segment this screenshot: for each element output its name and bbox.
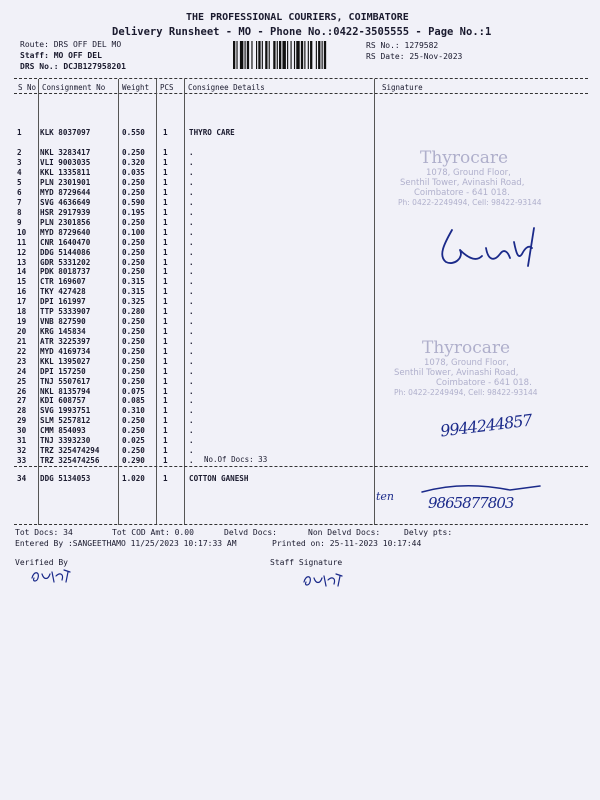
row-consignment: CMM 854093 — [40, 426, 86, 436]
row-consignee: THYRO CARE — [189, 128, 235, 137]
row-consignee: . — [189, 198, 194, 208]
row-pcs: 1 — [163, 198, 168, 208]
row-sno: 26 — [17, 386, 27, 396]
row-consignment: SVG 4636649 — [40, 198, 91, 208]
row-consignee: . — [189, 217, 194, 227]
row-consignee: . — [189, 247, 194, 257]
row-weight: 0.250 — [122, 366, 145, 376]
row-weight: 0.250 — [122, 446, 145, 456]
col-divider — [38, 79, 39, 525]
row-sno: 4 — [17, 168, 22, 178]
row-consignment: KRG 145834 — [40, 326, 86, 336]
row-sno: 13 — [17, 257, 27, 267]
row-pcs: 1 — [163, 336, 168, 346]
col-pcs: PCS — [160, 83, 174, 92]
row-consignee: . — [189, 366, 194, 376]
row-consignee: . — [189, 307, 194, 317]
row-sno: 34 — [17, 474, 27, 483]
row-pcs: 1 — [163, 406, 168, 416]
row-sno: 23 — [17, 356, 27, 366]
row-pcs: 1 — [163, 178, 168, 188]
row-pcs: 1 — [163, 188, 168, 198]
row-pcs: 1 — [163, 158, 168, 168]
row-sno: 31 — [17, 436, 27, 446]
row-weight: 0.590 — [122, 198, 145, 208]
stamp-line: Senthil Tower, Avinashi Road, — [400, 178, 525, 188]
row-consignee: . — [189, 227, 194, 237]
row-consignment: TRZ 325474256 — [40, 455, 100, 465]
barcode-bar — [236, 41, 237, 69]
row-consignment: SVG 1993751 — [40, 406, 91, 416]
row-pcs: 1 — [163, 346, 168, 356]
handwritten-prefix: ten — [376, 490, 395, 503]
row-pcs: 1 — [163, 267, 168, 277]
row-consignee: . — [189, 446, 194, 456]
row-consignment: DPI 157250 — [40, 366, 86, 376]
row-consignee: COTTON GANESH — [189, 474, 249, 483]
barcode-bar — [251, 41, 252, 69]
row-pcs: 1 — [163, 446, 168, 456]
row-consignment: TRZ 325474294 — [40, 446, 100, 456]
row-pcs: 1 — [163, 317, 168, 327]
entered-by: Entered By :SANGEETHAMO 11/25/2023 10:17:33 AM — [15, 539, 237, 548]
row-sno: 27 — [17, 396, 27, 406]
row-pcs: 1 — [163, 326, 168, 336]
row-consignment: PDK 8018737 — [40, 267, 91, 277]
barcode-bar — [256, 41, 257, 69]
row-consignment: KKL 1335811 — [40, 168, 91, 178]
staff-signature-label: Staff Signature — [270, 558, 343, 567]
row-sno: 14 — [17, 267, 27, 277]
runsheet-title: Delivery Runsheet - MO - Phone No.:0422-3505555 - Page No.:1 — [112, 26, 492, 38]
total-docs: Tot Docs: 34 — [15, 528, 73, 537]
barcode-bar — [301, 41, 303, 69]
row-consignment: VLI 9003035 — [40, 158, 91, 168]
barcode-bar — [296, 41, 299, 69]
barcode-bar — [233, 41, 235, 69]
barcode-bar — [262, 41, 263, 69]
stamp-line: Ph: 0422-2249494, Cell: 98422-93144 — [394, 388, 538, 397]
row-weight: 0.025 — [122, 436, 145, 446]
col-signature: Signature — [382, 83, 423, 92]
row-pcs: 1 — [163, 297, 168, 307]
row-sno: 32 — [17, 446, 27, 456]
row-consignee: . — [189, 386, 194, 396]
thyrocare-stamp — [382, 338, 538, 398]
stamp-line: Senthil Tower, Avinashi Road, — [394, 368, 519, 378]
row-sno: 16 — [17, 287, 27, 297]
barcode-bar — [269, 41, 270, 69]
row-consignment: MYD 8729644 — [40, 188, 91, 198]
row-consignment: TTP 5333907 — [40, 307, 91, 317]
row-consignment: NKL 3283417 — [40, 148, 91, 158]
barcode-bar — [308, 41, 309, 69]
stamp-line: Coimbatore - 641 018. — [436, 378, 532, 388]
row-pcs: 1 — [163, 277, 168, 287]
row-weight: 0.280 — [122, 307, 145, 317]
row-consignee: . — [189, 297, 194, 307]
row-sno: 8 — [17, 207, 22, 217]
handwritten-phone: 9865877803 — [428, 494, 514, 512]
barcode-bar — [324, 41, 326, 69]
row-weight: 0.250 — [122, 326, 145, 336]
route-label: Route: DRS OFF DEL MO — [20, 40, 122, 49]
row-consignee: . — [189, 277, 194, 287]
col-sno: S No — [18, 83, 37, 92]
row-sno: 6 — [17, 188, 22, 198]
col-weight: Weight — [122, 83, 150, 92]
row-weight: 0.250 — [122, 188, 145, 198]
barcode-bar — [316, 41, 317, 69]
row-weight: 0.250 — [122, 148, 145, 158]
row-pcs: 1 — [163, 396, 168, 406]
row-pcs: 1 — [163, 237, 168, 247]
row-consignee: . — [189, 455, 194, 465]
row-sno: 10 — [17, 227, 27, 237]
row-weight: 0.315 — [122, 287, 145, 297]
row-weight: 0.075 — [122, 386, 145, 396]
row-weight: 0.250 — [122, 317, 145, 327]
barcode-bar — [287, 41, 288, 69]
row-sno: 28 — [17, 406, 27, 416]
group-rule — [14, 466, 588, 467]
row-consignee: . — [189, 158, 194, 168]
row-consignee: . — [189, 396, 194, 406]
row-consignment: TNJ 5507617 — [40, 376, 91, 386]
row-consignee: . — [189, 257, 194, 267]
row-consignee: . — [189, 416, 194, 426]
row-consignment: KDI 608757 — [40, 396, 86, 406]
rs-number: RS No.: 1279582 — [366, 41, 439, 50]
non-delivered-docs: Non Delvd Docs: — [308, 528, 381, 537]
row-weight: 0.550 — [122, 128, 145, 137]
row-consignment: TNJ 3393230 — [40, 436, 91, 446]
barcode — [232, 41, 360, 69]
row-pcs: 1 — [163, 207, 168, 217]
row-consignee: . — [189, 168, 194, 178]
row-consignee: . — [189, 207, 194, 217]
receiver-signature — [424, 222, 544, 272]
row-consignee: . — [189, 436, 194, 446]
col-divider — [184, 79, 185, 525]
row-pcs: 1 — [163, 227, 168, 237]
row-weight: 0.250 — [122, 267, 145, 277]
row-weight: 0.250 — [122, 336, 145, 346]
row-consignee: . — [189, 237, 194, 247]
barcode-bar — [310, 41, 312, 69]
total-cod: Tot COD Amt: 0.00 — [112, 528, 194, 537]
thyrocare-stamp — [388, 148, 542, 208]
row-consignee: . — [189, 267, 194, 277]
row-sno: 15 — [17, 277, 27, 287]
row-consignment: MYD 4169734 — [40, 346, 91, 356]
row-weight: 1.020 — [122, 474, 145, 483]
row-pcs: 1 — [163, 217, 168, 227]
row-pcs: 1 — [163, 386, 168, 396]
row-pcs: 1 — [163, 168, 168, 178]
row-consignment: GDR 5331202 — [40, 257, 91, 267]
verified-by-label: Verified By — [15, 558, 68, 567]
barcode-bar — [279, 41, 281, 69]
stamp-line: 1078, Ground Floor, — [426, 168, 511, 178]
row-sno: 3 — [17, 158, 22, 168]
table-bottom-rule — [14, 524, 588, 525]
stamp-brand: Thyrocare — [420, 148, 509, 168]
barcode-bar — [322, 41, 323, 69]
row-consignment: DDG 5134053 — [40, 474, 91, 483]
barcode-bar — [294, 41, 295, 69]
row-consignment: PLN 2301901 — [40, 178, 91, 188]
table-header-rule — [14, 93, 588, 94]
company-name: THE PROFESSIONAL COURIERS, COIMBATORE — [186, 12, 409, 23]
row-consignment: KLK 8037097 — [40, 128, 91, 137]
barcode-bar — [291, 41, 292, 69]
row-consignment: NKL 8135794 — [40, 386, 91, 396]
row-sno: 30 — [17, 426, 27, 436]
row-weight: 0.320 — [122, 158, 145, 168]
row-weight: 0.310 — [122, 406, 145, 416]
barcode-bar — [240, 41, 243, 69]
row-consignment: DPI 161997 — [40, 297, 86, 307]
row-consignment: CNR 1640470 — [40, 237, 91, 247]
row-consignee: . — [189, 178, 194, 188]
row-sno: 17 — [17, 297, 27, 307]
row-pcs: 1 — [163, 128, 168, 137]
row-consignee: . — [189, 148, 194, 158]
stamp-line: 1078, Ground Floor, — [424, 358, 509, 368]
row-sno: 20 — [17, 326, 27, 336]
col-consignment: Consignment No — [42, 83, 106, 92]
col-divider — [374, 79, 375, 525]
col-divider — [118, 79, 119, 525]
row-weight: 0.250 — [122, 346, 145, 356]
row-consignee: . — [189, 376, 194, 386]
col-divider — [156, 79, 157, 525]
row-weight: 0.035 — [122, 168, 145, 178]
handwritten-stroke — [420, 482, 550, 496]
row-sno: 7 — [17, 198, 22, 208]
barcode-bar — [245, 41, 246, 69]
row-pcs: 1 — [163, 376, 168, 386]
row-pcs: 1 — [163, 436, 168, 446]
verifier-signature — [28, 566, 76, 586]
row-consignment: DDG 5144086 — [40, 247, 91, 257]
barcode-bar — [304, 41, 305, 69]
row-pcs: 1 — [163, 307, 168, 317]
row-pcs: 1 — [163, 356, 168, 366]
row-pcs: 1 — [163, 455, 168, 465]
stamp-line: Ph: 0422-2249494, Cell: 98422-93144 — [398, 198, 542, 207]
table-top-rule — [14, 78, 588, 79]
row-consignment: HSR 2917939 — [40, 207, 91, 217]
row-consignment: CTR 169607 — [40, 277, 86, 287]
row-weight: 0.250 — [122, 237, 145, 247]
row-sno: 12 — [17, 247, 27, 257]
row-pcs: 1 — [163, 148, 168, 158]
row-consignee: . — [189, 317, 194, 327]
barcode-bar — [277, 41, 278, 69]
delivery-points: Delvy pts: — [404, 528, 453, 537]
row-weight: 0.085 — [122, 396, 145, 406]
row-consignment: ATR 3225397 — [40, 336, 91, 346]
row-consignee: . — [189, 287, 194, 297]
barcode-bar — [247, 41, 249, 69]
barcode-bar — [282, 41, 285, 69]
row-sno: 5 — [17, 178, 22, 188]
drs-number: DRS No.: DCJB127958201 — [20, 62, 126, 71]
row-sno: 9 — [17, 217, 22, 227]
row-consignee: . — [189, 356, 194, 366]
row-weight: 0.250 — [122, 178, 145, 188]
row-consignment: SLM 5257812 — [40, 416, 91, 426]
row-pcs: 1 — [163, 474, 168, 483]
barcode-bar — [318, 41, 320, 69]
row-weight: 0.250 — [122, 257, 145, 267]
group-doc-count: No.Of Docs: 33 — [204, 455, 268, 464]
barcode-bar — [265, 41, 267, 69]
row-consignee: . — [189, 188, 194, 198]
row-pcs: 1 — [163, 247, 168, 257]
row-weight: 0.250 — [122, 247, 145, 257]
barcode-graphic — [232, 41, 360, 69]
row-sno: 11 — [17, 237, 27, 247]
row-weight: 0.325 — [122, 297, 145, 307]
row-consignment: TKY 427428 — [40, 287, 86, 297]
row-sno: 24 — [17, 366, 27, 376]
row-consignment: PLN 2301856 — [40, 217, 91, 227]
stamp-line: Coimbatore - 641 018. — [414, 188, 510, 198]
row-consignment: KKL 1395027 — [40, 356, 91, 366]
row-pcs: 1 — [163, 426, 168, 436]
row-pcs: 1 — [163, 257, 168, 267]
row-weight: 0.100 — [122, 227, 145, 237]
row-consignee: . — [189, 406, 194, 416]
row-weight: 0.195 — [122, 207, 145, 217]
row-sno: 33 — [17, 455, 27, 465]
row-consignee: . — [189, 426, 194, 436]
barcode-bar — [258, 41, 260, 69]
row-weight: 0.250 — [122, 376, 145, 386]
handwritten-phone: 9944244857 — [439, 410, 533, 441]
row-sno: 29 — [17, 416, 27, 426]
row-consignment: MYD 8729640 — [40, 227, 91, 237]
row-consignment: VNB 827590 — [40, 317, 86, 327]
row-sno: 25 — [17, 376, 27, 386]
row-sno: 22 — [17, 346, 27, 356]
row-consignee: . — [189, 346, 194, 356]
row-weight: 0.250 — [122, 426, 145, 436]
row-sno: 21 — [17, 336, 27, 346]
row-sno: 18 — [17, 307, 27, 317]
row-pcs: 1 — [163, 366, 168, 376]
stamp-brand: Thyrocare — [422, 338, 511, 358]
row-sno: 1 — [17, 128, 22, 137]
row-consignee: . — [189, 336, 194, 346]
staff-label: Staff: MO OFF DEL — [20, 51, 102, 60]
staff-signature — [300, 570, 350, 590]
row-weight: 0.250 — [122, 356, 145, 366]
col-consignee: Consignee Details — [188, 83, 265, 92]
barcode-bar — [273, 41, 275, 69]
row-pcs: 1 — [163, 287, 168, 297]
rs-date: RS Date: 25-Nov-2023 — [366, 52, 463, 61]
printed-on: Printed on: 25-11-2023 10:17:44 — [272, 539, 422, 548]
delivered-docs: Delvd Docs: — [224, 528, 277, 537]
row-sno: 2 — [17, 148, 22, 158]
row-weight: 0.250 — [122, 217, 145, 227]
row-weight: 0.290 — [122, 455, 145, 465]
row-pcs: 1 — [163, 416, 168, 426]
row-weight: 0.315 — [122, 277, 145, 287]
row-consignee: . — [189, 326, 194, 336]
row-sno: 19 — [17, 317, 27, 327]
row-weight: 0.250 — [122, 416, 145, 426]
